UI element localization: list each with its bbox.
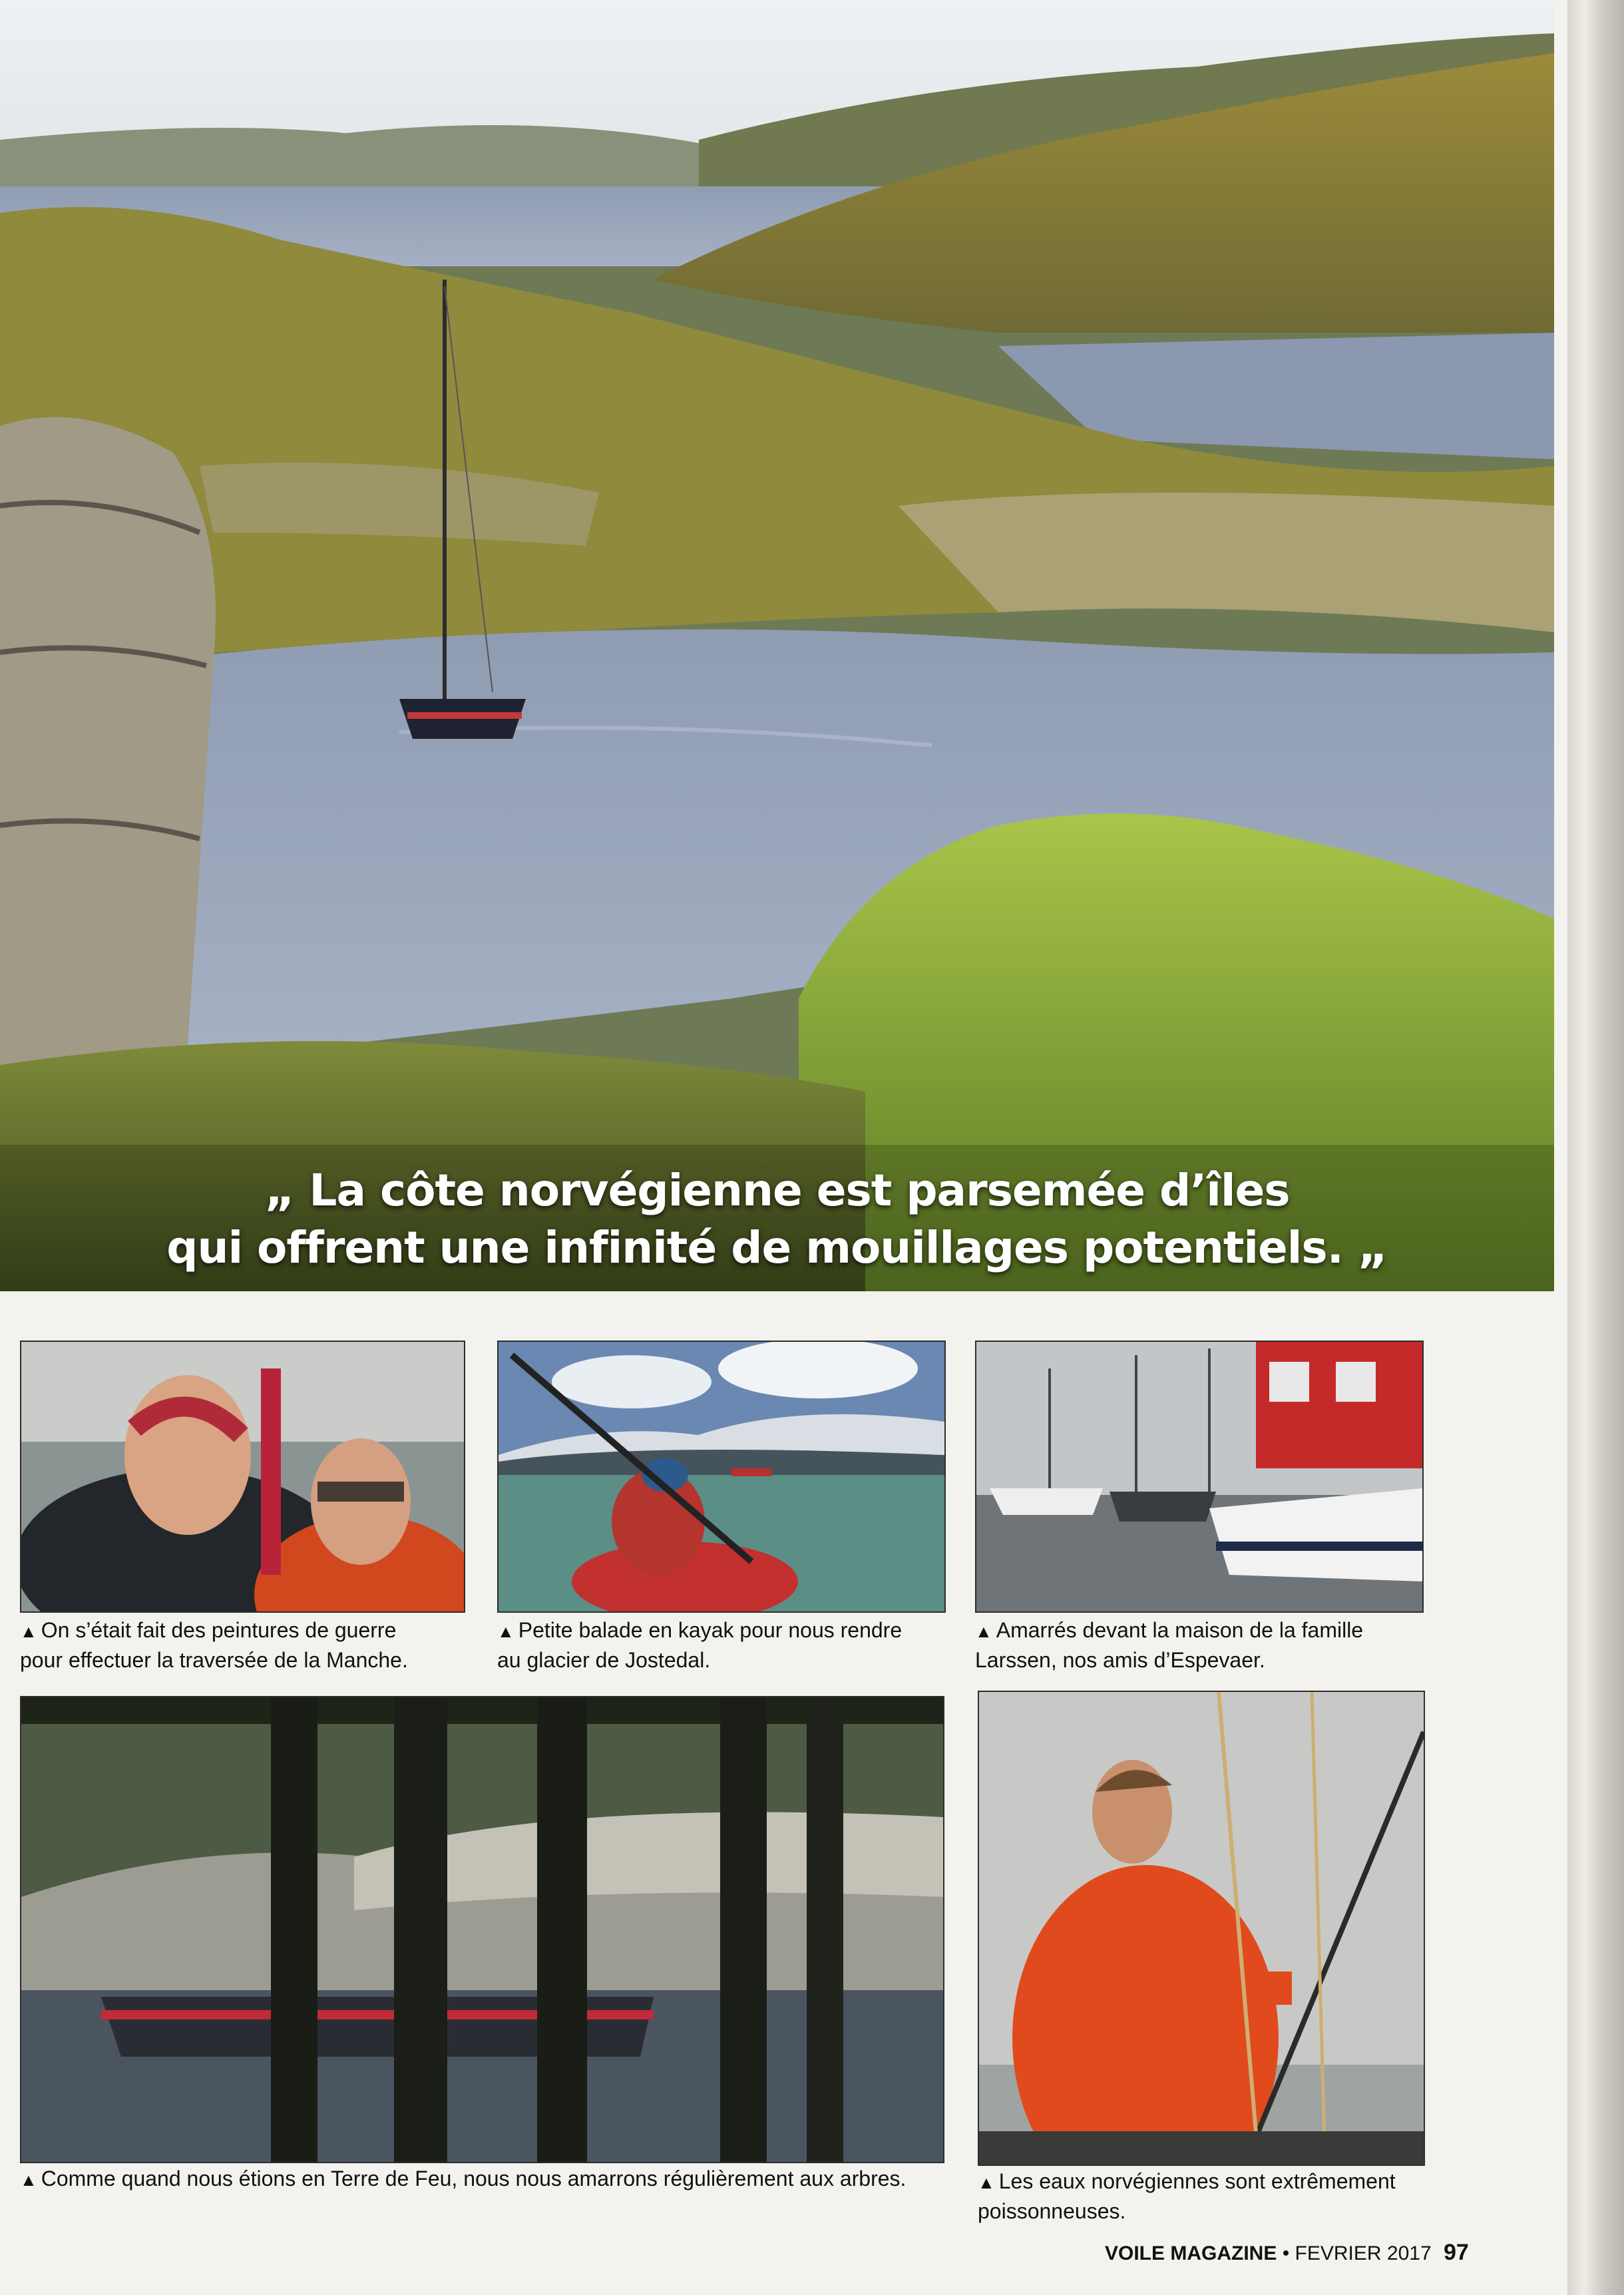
fisherman-photo	[978, 1691, 1425, 2166]
kayak-photo	[497, 1341, 946, 1613]
trees-photo	[20, 1696, 944, 2163]
issue-date: FEVRIER 2017	[1295, 2242, 1432, 2264]
close-quote-mark: „	[1357, 1219, 1388, 1274]
page-number: 97	[1443, 2240, 1469, 2265]
kayak-caption-line2: au glacier de Jostedal.	[497, 1648, 711, 1672]
caption-marker: ▲	[975, 1621, 992, 1641]
fisherman-illustration	[979, 1692, 1424, 2165]
trees-illustration	[21, 1697, 943, 2162]
kayak-illustration	[499, 1342, 944, 1611]
magazine-name: VOILE MAGAZINE	[1105, 2242, 1277, 2264]
war-paint-caption	[20, 1616, 463, 1675]
caption-marker: ▲	[978, 2173, 995, 2192]
footer-separator: •	[1282, 2242, 1290, 2264]
war-paint-illustration	[21, 1342, 464, 1611]
war-paint-caption-line1: On s’était fait des peintures de guerre	[41, 1618, 397, 1642]
harbor-illustration	[976, 1342, 1422, 1611]
trees-caption-line1: Comme quand nous étions en Terre de Feu, nous nous amarrons régulièrement aux arbres.	[41, 2167, 907, 2191]
fisherman-caption-line1: Les eaux norvégiennes sont extrêmement	[998, 2169, 1396, 2193]
kayak-caption-line1: Petite balade en kayak pour nous rendre	[518, 1618, 903, 1642]
harbor-photo	[975, 1341, 1424, 1613]
caption-marker: ▲	[497, 1621, 514, 1641]
fisherman-caption-line2: poissonneuses.	[978, 2199, 1126, 2223]
harbor-caption	[975, 1616, 1421, 1675]
open-quote-mark: „	[264, 1162, 295, 1217]
pull-quote-text-1: La côte norvégienne est parsemée d’îles	[309, 1165, 1290, 1216]
harbor-caption-line1: Amarrés devant la maison de la famille	[996, 1618, 1364, 1642]
trees-caption	[20, 2165, 942, 2194]
page-binding-edge	[1567, 0, 1624, 2295]
pull-quote-line-1	[0, 1161, 1554, 1219]
pull-quote-line-2	[0, 1219, 1554, 1276]
page-footer	[1105, 2240, 1469, 2266]
caption-marker: ▲	[20, 1621, 37, 1641]
fisherman-caption	[978, 2167, 1422, 2226]
harbor-caption-line2: Larssen, nos amis d’Espevaer.	[975, 1648, 1265, 1672]
caption-marker: ▲	[20, 2170, 37, 2190]
hero-pull-quote	[0, 1161, 1554, 1276]
war-paint-caption-line2: pour effectuer la traversée de la Manche.	[20, 1648, 408, 1672]
kayak-caption	[497, 1616, 943, 1675]
pull-quote-text-2: qui offrent une infinité de mouillages potentiels.	[166, 1222, 1343, 1273]
war-paint-photo	[20, 1341, 465, 1613]
